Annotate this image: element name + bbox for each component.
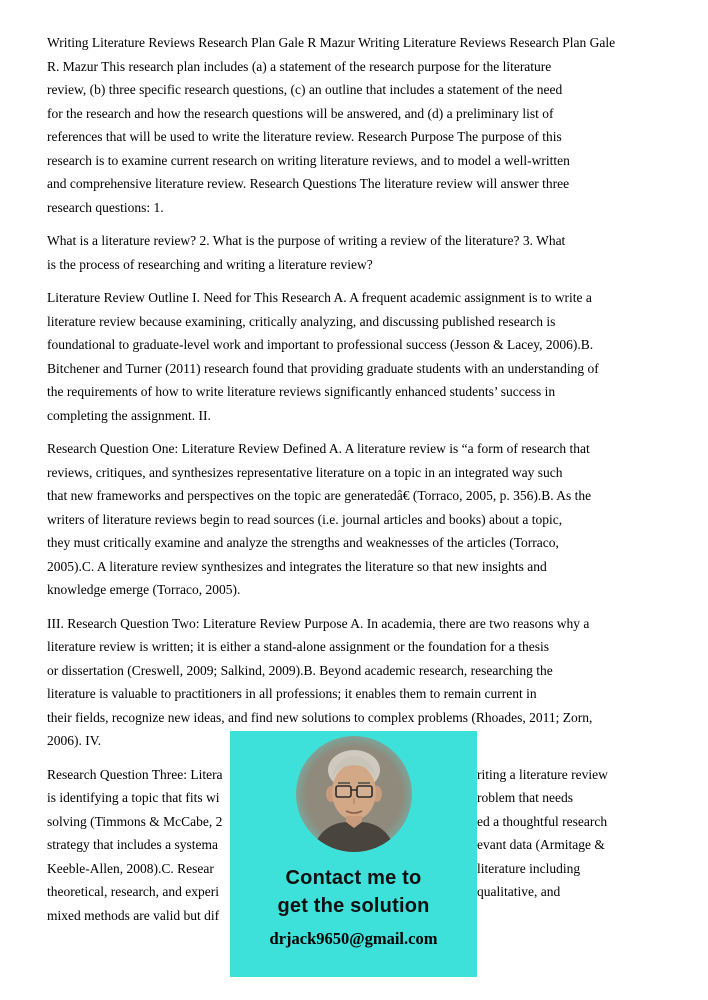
text-fragment-right: roblem that needs (477, 790, 573, 805)
paragraph (47, 437, 664, 602)
text-line: literature is valuable to practitioners in all professions; it enables them to remain current in (47, 686, 537, 701)
text-line: they must critically examine and analyze the strengths and weaknesses of the articles (Torraco, (47, 535, 559, 550)
portrait-photo (296, 736, 412, 852)
text-fragment-right: qualitative, and (477, 884, 561, 899)
contact-overlay-card (230, 731, 477, 977)
text-line: research is to examine current research on writing literature reviews, and to model a well-written (47, 152, 570, 168)
text-fragment-left: is identifying a topic that fits wi (47, 790, 220, 805)
text-line: literature review is written; it is either a stand-alone assignment or the foundation for a thesis (47, 639, 549, 654)
text-line: foundational to graduate-level work and important to professional success (Jesson & Lacey, 2006).B. (47, 337, 594, 352)
text-fragment-left: solving (Timmons & McCabe, 2 (47, 813, 223, 829)
paragraph (47, 286, 664, 427)
contact-email[interactable]: drjack9650@gmail.com (269, 929, 438, 948)
text-line: the requirements of how to write literature reviews significantly enhanced students’ success in (47, 384, 556, 399)
text-line: R. Mazur This research plan includes (a) a statement of the research purpose for the literature (47, 58, 552, 74)
portrait-illustration (296, 736, 412, 852)
text-line: completing the assignment. II. (47, 407, 211, 423)
text-line: references that will be used to write the literature review. Research Purpose The purpose of this (47, 129, 562, 144)
text-line: What is a literature review? 2. What is the purpose of writing a review of the literature? 3. What (47, 233, 566, 248)
text-line: Bitchener and Turner (2011) research found that providing graduate students with an understanding of (47, 360, 599, 376)
paragraph (47, 229, 664, 276)
text-fragment-left: theoretical, research, and experi (47, 884, 220, 899)
text-fragment-left: strategy that includes a systema (47, 837, 218, 852)
text-fragment-left: mixed methods are valid but dif (47, 907, 220, 923)
text-line: research questions: 1. (47, 199, 164, 215)
text-fragment-left: Research Question Three: Litera (47, 766, 223, 782)
text-line: Writing Literature Reviews Research Plan Gale R Mazur Writing Literature Reviews Research Plan Gale (47, 35, 616, 50)
text-line: their fields, recognize new ideas, and find new solutions to complex problems (Rhoades, 2011; Zorn, (47, 709, 593, 725)
text-line: review, (b) three specific research questions, (c) an outline that includes a statement of the need (47, 82, 563, 97)
text-line: or dissertation (Creswell, 2009; Salkind, 2009).B. Beyond academic research, researching the (47, 662, 553, 678)
text-line: literature review because examining, critically analyzing, and discussing published research is (47, 313, 556, 329)
text-line: 2005).C. A literature review synthesizes and integrates the literature so that new insights and (47, 558, 547, 574)
text-fragment-left: Keeble-Allen, 2008).C. Resear (47, 860, 214, 876)
text-line: for the research and how the research questions will be answered, and (d) a preliminary list of (47, 105, 554, 121)
ad-text-line1: Contact me to (285, 867, 422, 889)
ad-text-line2: get the solution (277, 895, 430, 917)
text-fragment-right: riting a literature review (477, 766, 608, 782)
text-line: III. Research Question Two: Literature Review Purpose A. In academia, there are two reasons why a (47, 615, 590, 631)
text-line: that new frameworks and perspectives on the topic are generatedâ€ (Torraco, 2005, p. 356).B. As the (47, 488, 592, 503)
text-line: and comprehensive literature review. Research Questions The literature review will answer three (47, 176, 570, 191)
text-line: knowledge emerge (Torraco, 2005). (47, 582, 241, 597)
text-fragment-right: ed a thoughtful research (477, 813, 608, 829)
text-fragment-right: evant data (Armitage & (477, 837, 605, 852)
text-fragment-right: literature including (477, 860, 581, 876)
text-line: writers of literature reviews begin to read sources (i.e. journal articles and books) about a topic, (47, 511, 563, 527)
text-line: Literature Review Outline I. Need for This Research A. A frequent academic assignment is to write a (47, 290, 592, 305)
text-line: reviews, critiques, and synthesizes representative literature on a topic in an integrated way such (47, 464, 563, 480)
text-line: is the process of researching and writing a literature review? (47, 256, 373, 272)
paragraph (47, 31, 664, 219)
text-line: Research Question One: Literature Review Defined A. A literature review is “a form of research that (47, 441, 590, 456)
text-line: 2006). IV. (47, 733, 102, 748)
